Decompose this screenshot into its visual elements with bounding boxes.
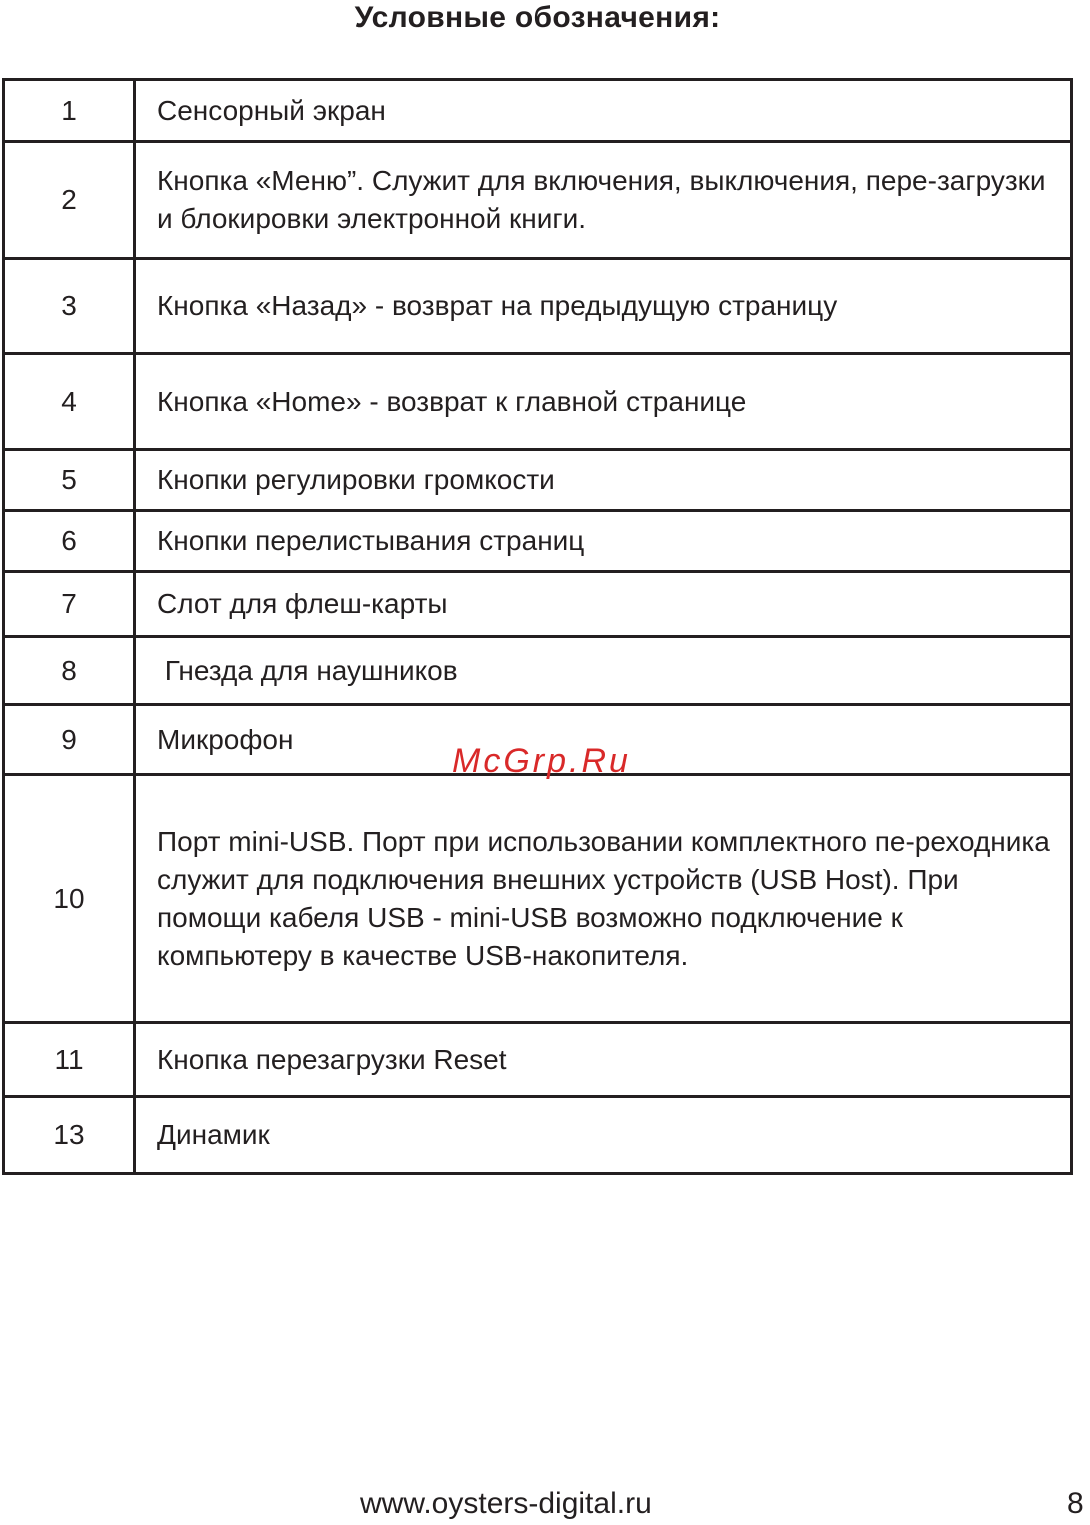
legend-table	[2, 78, 1073, 1175]
row-number: 2	[4, 142, 135, 259]
table-row	[4, 450, 1072, 511]
row-description: Кнопка «Назад» - возврат на предыдущую страницу	[135, 259, 1072, 354]
row-description-text: Кнопка «Меню”. Служит для включения, выключения, пере-загрузки и блокировки электронной книги.	[157, 165, 1046, 234]
table-row	[4, 1097, 1072, 1174]
row-number: 7	[4, 572, 135, 637]
row-description: Кнопки перелистывания страниц	[135, 511, 1072, 572]
watermark: McGrp.Ru	[452, 742, 631, 780]
row-description: Слот для флеш-карты	[135, 572, 1072, 637]
row-number: 1	[4, 80, 135, 142]
footer-url: www.oysters-digital.ru	[360, 1487, 652, 1520]
table-row	[4, 259, 1072, 354]
row-number: 13	[4, 1097, 135, 1174]
row-description: Кнопка «Home» - возврат к главной странице	[135, 354, 1072, 450]
page-number: 8	[1067, 1487, 1084, 1520]
table-row	[4, 142, 1072, 259]
page-title: Условные обозначения:	[354, 1, 721, 34]
table-row	[4, 637, 1072, 705]
table-row	[4, 511, 1072, 572]
row-number: 10	[4, 775, 135, 1023]
row-description: Гнезда для наушников	[135, 637, 1072, 705]
row-number: 6	[4, 511, 135, 572]
row-number: 4	[4, 354, 135, 450]
row-number: 8	[4, 637, 135, 705]
row-number: 11	[4, 1023, 135, 1097]
row-number: 3	[4, 259, 135, 354]
row-description: Кнопка перезагрузки Reset	[135, 1023, 1072, 1097]
table-row	[4, 572, 1072, 637]
row-description: Динамик	[135, 1097, 1072, 1174]
row-description	[135, 775, 1072, 1023]
table-row	[4, 354, 1072, 450]
table-row	[4, 80, 1072, 142]
row-description: Сенсорный экран	[135, 80, 1072, 142]
row-description: Кнопки регулировки громкости	[135, 450, 1072, 511]
table-row	[4, 775, 1072, 1023]
table-row	[4, 1023, 1072, 1097]
row-number: 5	[4, 450, 135, 511]
row-description: Микрофон	[135, 705, 1072, 775]
row-description	[135, 142, 1072, 259]
row-description-text: Порт mini-USB. Порт при использовании комплектного пе-реходника служит для подключения внешних устройств (USB Host). При помощи кабеля USB - mini-USB возможно подключение к компьютеру в качестве USB-накопителя.	[157, 825, 1050, 971]
row-number: 9	[4, 705, 135, 775]
